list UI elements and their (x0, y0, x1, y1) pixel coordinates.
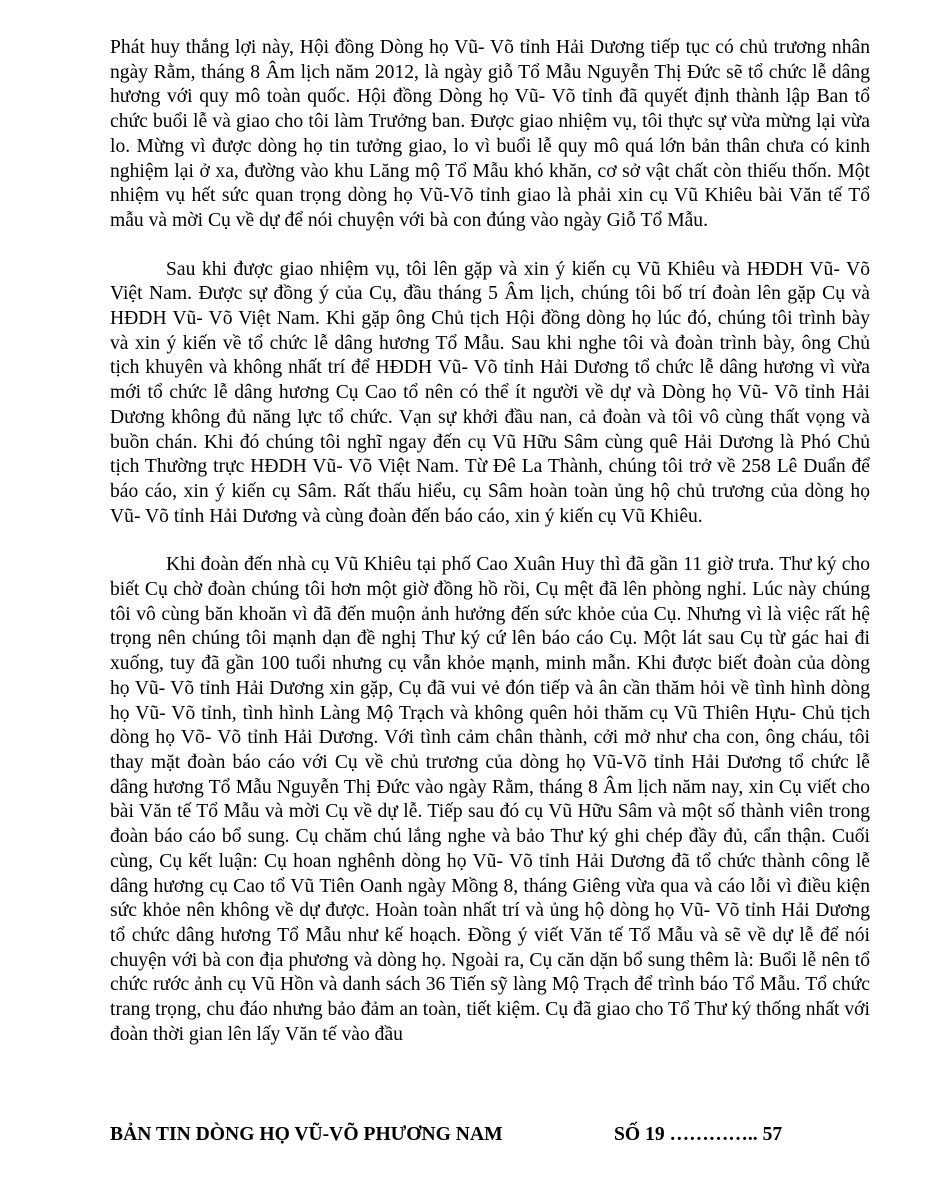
paragraph-3: Khi đoàn đến nhà cụ Vũ Khiêu tại phố Cao Xuân Huy thì đã gần 11 giờ trưa. Thư ký cho biết Cụ chờ đoàn chúng tôi hơn một giờ đồng hồ rồi, Cụ mệt đã lên phòng nghỉ. Lúc này chúng tôi vô cùng băn khoăn vì đã đến muộn ảnh hưởng đến sức khỏe của Cụ. Nhưng vì là việc rất hệ trọng nên chúng tôi mạnh dạn đề nghị Thư ký cứ lên báo cáo Cụ. Một lát sau Cụ từ gác hai đi xuống, tuy đã gần 100 tuổi nhưng cụ vẫn khỏe mạnh, minh mẫn. Khi được biết đoàn của dòng họ Vũ- Võ tỉnh Hải Dương xin gặp, Cụ đã vui vẻ đón tiếp và ân cần thăm hỏi về tình hình dòng họ Vũ- Võ tỉnh, tình hình Làng Mộ Trạch và không quên hỏi thăm cụ Vũ Thiên Hựu- Chủ tịch dòng họ Võ- Võ tỉnh Hải Dương. Với tình cảm chân thành, cởi mở như cha con, ông cháu, tôi thay mặt đoàn báo cáo với Cụ về chủ trương của dòng họ Vũ-Võ tỉnh Hải Dương tổ chức lễ dâng hương Tổ Mẫu Nguyễn Thị Đức vào ngày Rằm, tháng 8 Âm lịch năm nay, xin Cụ viết cho bài Văn tế Tổ Mẫu và mời Cụ về dự lễ. Tiếp sau đó cụ Vũ Hữu Sâm và một số thành viên trong đoàn báo cáo bổ sung. Cụ chăm chú lắng nghe và bảo Thư ký ghi chép đầy đủ, cẩn thận. Cuối cùng, Cụ kết luận: Cụ hoan nghênh dòng họ Vũ- Võ tỉnh Hải Dương đã tổ chức thành công lễ dâng hương cụ Cao tổ Vũ Tiên Oanh ngày Mồng 8, tháng Giêng vừa qua và cáo lỗi vì điều kiện sức khỏe nên không về dự được. Hoàn toàn nhất trí và ủng hộ dòng họ Vũ- Võ tỉnh Hải Dương tổ chức dâng hương Tổ Mẫu như kế hoạch. Đồng ý viết Văn tế Tổ Mẫu và sẽ về dự lễ để nói chuyện với bà con địa phương và dòng họ. Ngoài ra, Cụ căn dặn bổ sung thêm là: Buổi lễ nên tổ chức rước ảnh cụ Vũ Hồn và danh sách 36 Tiến sỹ làng Mộ Trạch để trình báo Tổ Mẫu. Tổ chức trang trọng, chu đáo nhưng bảo đảm an toàn, tiết kiệm. Cụ đã giao cho Tổ Thư ký thống nhất với đoàn thời gian lên lấy Văn tế vào đầu (110, 554, 870, 1045)
publication-title: BẢN TIN DÒNG HỌ VŨ-VÕ PHƯƠNG NAM (110, 1124, 503, 1145)
document-body (110, 36, 870, 1047)
issue-page-number: SỐ 19 ………….. 57 (614, 1124, 783, 1145)
paragraph-2: Sau khi được giao nhiệm vụ, tôi lên gặp và xin ý kiến cụ Vũ Khiêu và HĐDH Vũ- Võ Việt Nam. Được sự đồng ý của Cụ, đầu tháng 5 Âm lịch, chúng tôi bố trí đoàn lên gặp Cụ và HĐDH Vũ- Võ Việt Nam. Khi gặp ông Chủ tịch Hội đồng dòng họ lúc đó, chúng tôi trình bày và xin ý kiến về tổ chức lễ dâng hương Tổ Mẫu. Sau khi nghe tôi và đoàn trình bày, ông Chủ tịch khuyên và không nhất trí để HĐDH Vũ- Võ tỉnh Hải Dương tổ chức lễ dâng hương vì vừa mới tổ chức lễ dâng hương Cụ Cao tổ nên có thể ít người về dự và Dòng họ Vũ- Võ tỉnh Hải Dương không đủ năng lực tổ chức. Vạn sự khởi đầu nan, cả đoàn và tôi vô cùng thất vọng và buồn chán. Khi đó chúng tôi nghĩ ngay đến cụ Vũ Hữu Sâm cùng quê Hải Dương là Phó Chủ tịch Thường trực HĐDH Vũ- Võ Việt Nam. Từ Đê La Thành, chúng tôi trở về 258 Lê Duẩn để báo cáo, xin ý kiến cụ Sâm. Rất thấu hiểu, cụ Sâm hoàn toàn ủng hộ chủ trương của dòng họ Vũ- Võ tỉnh Hải Dương và cùng đoàn đến báo cáo, xin ý kiến cụ Vũ Khiêu. (110, 258, 870, 527)
paragraph-1: Phát huy thắng lợi này, Hội đồng Dòng họ Vũ- Võ tỉnh Hải Dương tiếp tục có chủ trương nhân ngày Rằm, tháng 8 Âm lịch năm 2012, là ngày giỗ Tổ Mẫu Nguyễn Thị Đức sẽ tổ chức lễ dâng hương với quy mô toàn quốc. Hội đồng Dòng họ Vũ- Võ tỉnh đã quyết định thành lập Ban tổ chức buổi lễ và giao cho tôi làm Trưởng ban. Được giao nhiệm vụ, tôi thực sự vừa mừng lại vừa lo. Mừng vì được dòng họ tin tưởng giao, lo vì buổi lễ quy mô quá lớn bản thân chưa có kinh nghiệm lại ở xa, đường vào khu Lăng mộ Tổ Mẫu khó khăn, cơ sở vật chất còn thiếu thốn. Một nhiệm vụ hết sức quan trọng dòng họ Vũ-Võ tỉnh giao là phải xin cụ Vũ Khiêu bài Văn tế Tổ mẫu và mời Cụ về dự để nói chuyện với bà con đúng vào ngày Giỗ Tổ Mẫu. (110, 37, 870, 231)
